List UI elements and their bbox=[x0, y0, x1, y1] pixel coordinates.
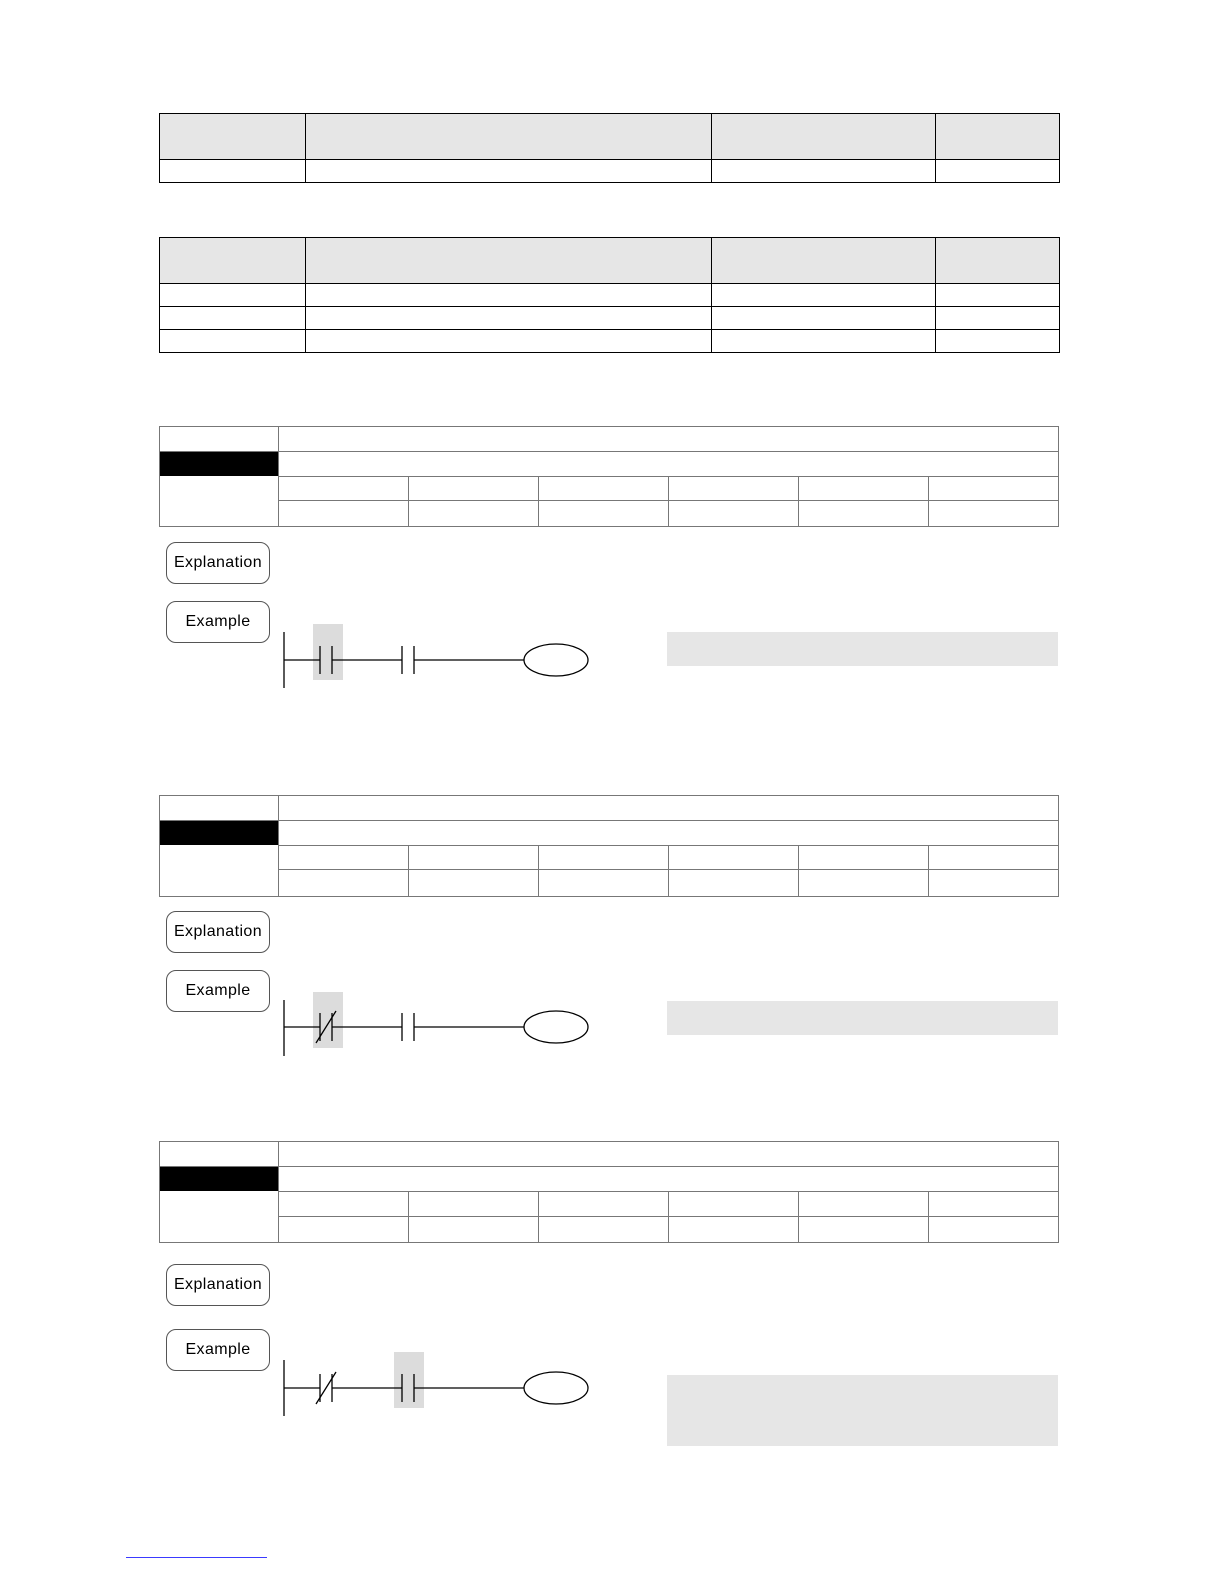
output-coil bbox=[524, 1011, 588, 1043]
table-cell bbox=[936, 330, 1060, 353]
header-cell bbox=[936, 114, 1060, 160]
table-cell bbox=[160, 330, 306, 353]
header-cell bbox=[160, 114, 306, 160]
example-label: Example bbox=[166, 970, 270, 1012]
table-cell bbox=[712, 330, 936, 353]
table-cell bbox=[306, 284, 712, 307]
instruction-code-cell bbox=[160, 452, 278, 476]
table-cell bbox=[160, 307, 306, 330]
table-header-row bbox=[160, 114, 1060, 160]
output-coil bbox=[524, 1372, 588, 1404]
ladder-diagram-3 bbox=[280, 1350, 600, 1420]
instruction-code-cell bbox=[160, 1167, 278, 1191]
instruction-table-2 bbox=[159, 795, 1059, 897]
explanation-label: Explanation bbox=[166, 542, 270, 584]
table-cell bbox=[306, 307, 712, 330]
table-cell bbox=[936, 160, 1060, 183]
header-cell bbox=[712, 238, 936, 284]
header-cell bbox=[712, 114, 936, 160]
table-cell bbox=[306, 330, 712, 353]
instruction-code-cell bbox=[160, 821, 278, 845]
table-cell bbox=[160, 284, 306, 307]
table-cell bbox=[936, 307, 1060, 330]
table-row bbox=[160, 284, 1060, 307]
table-row bbox=[160, 160, 1060, 183]
table-cell bbox=[936, 284, 1060, 307]
table-cell bbox=[712, 307, 936, 330]
explanation-label: Explanation bbox=[166, 911, 270, 953]
table-cell bbox=[712, 284, 936, 307]
instruction-table-3 bbox=[159, 1141, 1059, 1243]
table-cell bbox=[306, 160, 712, 183]
summary-table-2 bbox=[159, 237, 1060, 353]
table-cell bbox=[712, 160, 936, 183]
footer-link-rule[interactable] bbox=[126, 1557, 267, 1558]
table-header-row bbox=[160, 238, 1060, 284]
table-row bbox=[160, 330, 1060, 353]
output-coil bbox=[524, 644, 588, 676]
contact-highlight bbox=[394, 1352, 424, 1408]
ladder-diagram-1 bbox=[280, 622, 600, 692]
instruction-code-panel bbox=[667, 1375, 1058, 1446]
example-label: Example bbox=[166, 601, 270, 643]
ladder-diagram-2 bbox=[280, 990, 600, 1060]
header-cell bbox=[306, 238, 712, 284]
header-cell bbox=[936, 238, 1060, 284]
header-cell bbox=[306, 114, 712, 160]
explanation-label: Explanation bbox=[166, 1264, 270, 1306]
instruction-table-1 bbox=[159, 426, 1059, 527]
instruction-code-panel bbox=[667, 632, 1058, 666]
table-row bbox=[160, 307, 1060, 330]
summary-table-1 bbox=[159, 113, 1060, 183]
table-cell bbox=[160, 160, 306, 183]
contact-highlight bbox=[313, 624, 343, 680]
instruction-code-panel bbox=[667, 1001, 1058, 1035]
example-label: Example bbox=[166, 1329, 270, 1371]
header-cell bbox=[160, 238, 306, 284]
